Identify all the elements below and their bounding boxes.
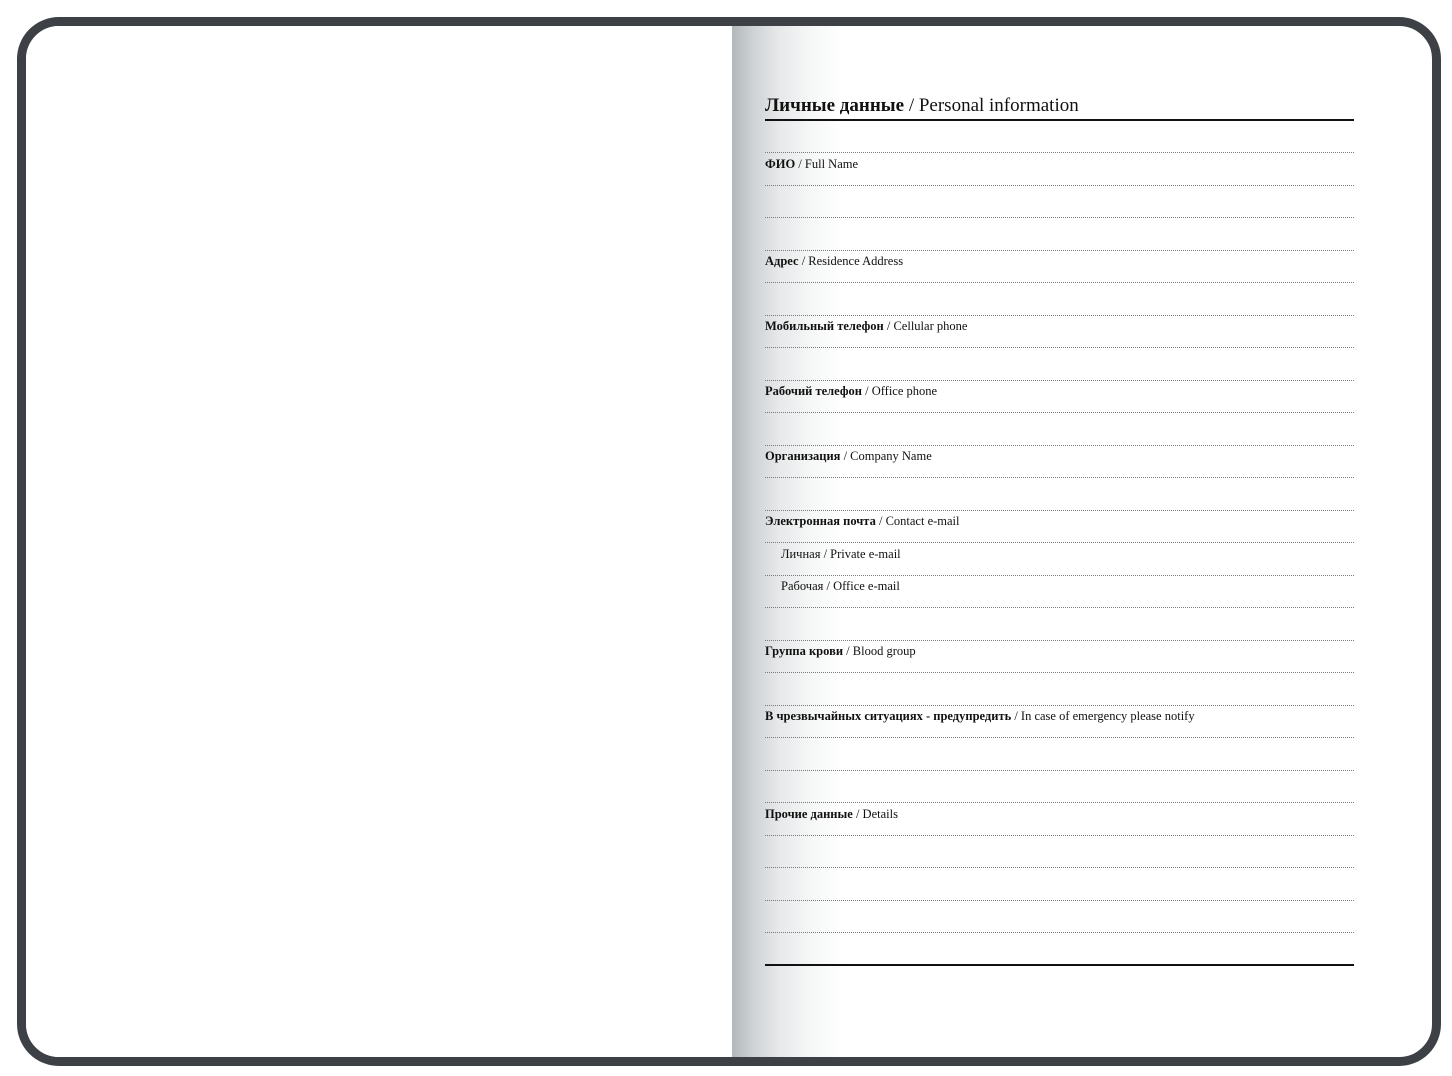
writing-line[interactable] [765, 152, 1354, 153]
page-title-ru: Личные данные [765, 95, 905, 116]
office-email-label [781, 579, 900, 594]
writing-line[interactable] [765, 737, 1354, 738]
office-email-label-ru: Рабочая [781, 579, 824, 593]
writing-line[interactable] [765, 835, 1354, 836]
private-email-label-ru: Личная [781, 547, 821, 561]
writing-line[interactable] [765, 250, 1354, 251]
writing-line[interactable] [765, 412, 1354, 413]
writing-line[interactable] [765, 867, 1354, 868]
writing-line[interactable] [765, 672, 1354, 673]
writing-line[interactable] [765, 217, 1354, 218]
writing-line[interactable] [765, 900, 1354, 901]
right-page [732, 26, 1432, 1057]
writing-line[interactable] [765, 802, 1354, 803]
writing-line[interactable] [765, 607, 1354, 608]
page-title-en: Personal information [918, 95, 1079, 116]
cell-phone-label-en: / Cellular phone [883, 319, 968, 333]
writing-line[interactable] [765, 510, 1354, 511]
details-label-ru: Прочие данные [765, 807, 853, 821]
writing-line[interactable] [765, 770, 1354, 771]
emergency-label-en: / In case of emergency please notify [1011, 709, 1195, 723]
emergency-label-ru: В чрезвычайных ситуациях - предупредить [765, 709, 1012, 723]
bottom-rule [765, 964, 1354, 966]
address-label-ru: Адрес [765, 254, 799, 268]
writing-line[interactable] [765, 705, 1354, 706]
email-label-en: / Contact e-mail [875, 514, 960, 528]
writing-line[interactable] [765, 575, 1354, 576]
address-label-en: / Residence Address [798, 254, 904, 268]
blood-group-label-en: / Blood group [843, 644, 916, 658]
writing-line[interactable] [765, 185, 1354, 186]
office-email-label-en: / Office e-mail [823, 579, 900, 593]
writing-line[interactable] [765, 640, 1354, 641]
address-label [765, 254, 903, 269]
writing-line[interactable] [765, 380, 1354, 381]
writing-line[interactable] [765, 932, 1354, 933]
email-label [765, 514, 960, 529]
writing-line[interactable] [765, 347, 1354, 348]
details-label [765, 807, 898, 822]
page-title-separator: / [904, 95, 919, 116]
company-label-en: / Company Name [840, 449, 932, 463]
office-phone-label-ru: Рабочий телефон [765, 384, 862, 398]
blood-group-label-ru: Группа крови [765, 644, 844, 658]
emergency-label [765, 709, 1195, 724]
writing-line[interactable] [765, 445, 1354, 446]
cell-phone-label-ru: Мобильный телефон [765, 319, 884, 333]
notebook-spread [17, 17, 1441, 1066]
full-name-label-ru: ФИО [765, 157, 796, 171]
cell-phone-label [765, 319, 967, 334]
writing-line[interactable] [765, 477, 1354, 478]
company-label-ru: Организация [765, 449, 841, 463]
private-email-label-en: / Private e-mail [820, 547, 901, 561]
writing-line[interactable] [765, 542, 1354, 543]
details-label-en: / Details [852, 807, 898, 821]
full-name-label [765, 157, 858, 172]
writing-line[interactable] [765, 282, 1354, 283]
title-rule [765, 119, 1354, 121]
full-name-label-en: / Full Name [795, 157, 859, 171]
private-email-label [781, 547, 901, 562]
blood-group-label [765, 644, 916, 659]
email-label-ru: Электронная почта [765, 514, 876, 528]
page-title [765, 95, 1079, 117]
office-phone-label-en: / Office phone [861, 384, 938, 398]
company-label [765, 449, 932, 464]
left-page-blank [26, 26, 732, 1057]
office-phone-label [765, 384, 937, 399]
writing-line[interactable] [765, 315, 1354, 316]
